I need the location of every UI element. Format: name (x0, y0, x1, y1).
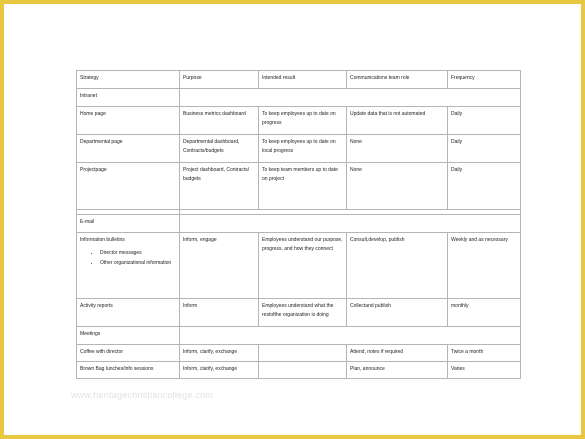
section-label-email: E-mail (77, 215, 180, 233)
cell-purpose: Inform, engage (180, 233, 259, 299)
cell-purpose: Project dashboard, Contracts/ budgets (180, 163, 259, 210)
bullet-item: • Other organizational information (100, 259, 176, 268)
cell-frequency: monthly (448, 299, 521, 327)
cell-purpose: Inform (180, 299, 259, 327)
cell-purpose: Inform, clarify, exchange (180, 362, 259, 379)
header-purpose: Purpose (180, 71, 259, 89)
table-row (77, 233, 521, 299)
cell-result (259, 362, 347, 379)
document-page (4, 4, 581, 435)
cell-role: Plan, announce (347, 362, 448, 379)
table-row (77, 299, 521, 327)
bullet-list (80, 249, 176, 268)
section-fill (180, 215, 521, 233)
cell-frequency: Varies (448, 362, 521, 379)
cell-result: To keep employees up to date on progress (259, 107, 347, 135)
cell-purpose: Business metrics dashboard (180, 107, 259, 135)
cell-frequency: Twice a month (448, 345, 521, 362)
header-intended-result: Intended result (259, 71, 347, 89)
cell-strategy: Projectpage (77, 163, 180, 210)
cell-strategy: Activity reports (77, 299, 180, 327)
cell-strategy: Coffee with director (77, 345, 180, 362)
table-row (77, 362, 521, 379)
cell-strategy: Departmental page (77, 135, 180, 163)
cell-result: Employees understand our purpose, progress, and how they connect (259, 233, 347, 299)
cell-purpose: Inform, clarify, exchange (180, 345, 259, 362)
table-header-row (77, 71, 521, 89)
cell-role: Collectand publish (347, 299, 448, 327)
section-row-email (77, 215, 521, 233)
section-row-intranet (77, 89, 521, 107)
cell-role: Update data that is not automated (347, 107, 448, 135)
bullet-item: • Director messages (100, 249, 176, 258)
header-frequency: Frequency (448, 71, 521, 89)
section-label-intranet: Intranet (77, 89, 180, 107)
cell-result (259, 345, 347, 362)
table-row (77, 163, 521, 210)
section-fill (180, 89, 521, 107)
table-row (77, 107, 521, 135)
cell-role: Attend, notes if required (347, 345, 448, 362)
watermark: www.heritagechristiancollege.com (71, 390, 213, 400)
cell-frequency: Daily (448, 135, 521, 163)
cell-strategy-text: Information bulletins (80, 237, 125, 243)
cell-frequency: Daily (448, 163, 521, 210)
cell-role: None (347, 135, 448, 163)
cell-strategy (77, 233, 180, 299)
cell-strategy: Brown Bag lunches/info sessions (77, 362, 180, 379)
cell-role: None (347, 163, 448, 210)
section-row-meetings (77, 327, 521, 345)
table-row (77, 345, 521, 362)
cell-strategy: Home page (77, 107, 180, 135)
cell-frequency: Daily (448, 107, 521, 135)
cell-result: To keep team members up to date on project (259, 163, 347, 210)
header-communications-role: Communications team role (347, 71, 448, 89)
cell-result: To keep employees up to date on local progress (259, 135, 347, 163)
header-strategy: Strategy (77, 71, 180, 89)
section-fill (180, 327, 521, 345)
cell-purpose: Departmental dashboard, Contracts/budgets (180, 135, 259, 163)
table-row (77, 135, 521, 163)
communication-plan-table (76, 70, 521, 379)
cell-role: Consult,develop, publish (347, 233, 448, 299)
cell-frequency: Weekly and as necessary (448, 233, 521, 299)
section-label-meetings: Meetings (77, 327, 180, 345)
cell-result: Employees understand what the restofthe organization is doing (259, 299, 347, 327)
